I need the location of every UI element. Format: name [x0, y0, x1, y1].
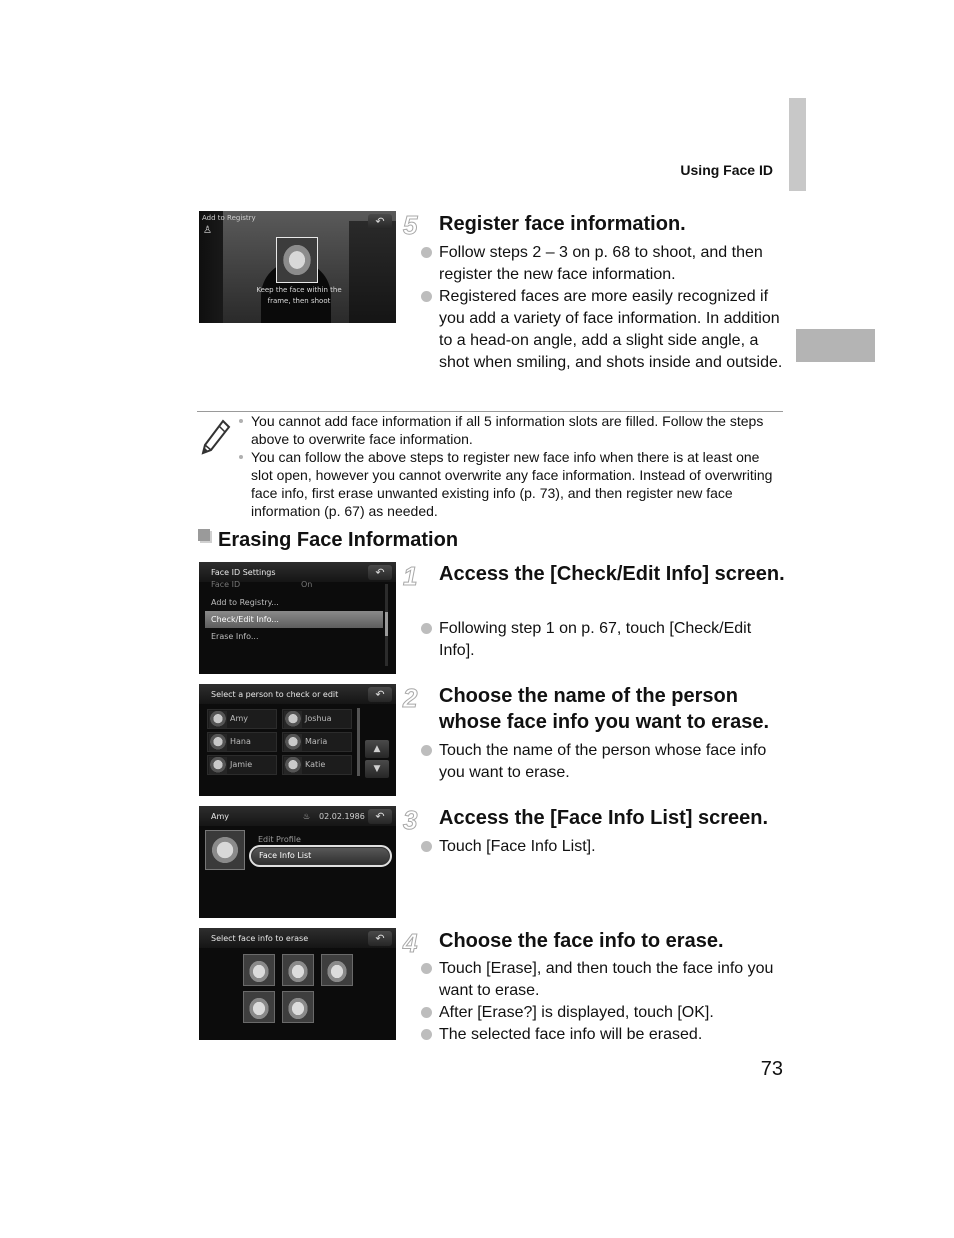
person-name: Hana	[230, 737, 251, 746]
person-thumbnail	[209, 734, 227, 751]
hint-text	[239, 285, 359, 307]
person-name: Jamie	[230, 760, 253, 769]
back-button[interactable]: ↶	[368, 931, 392, 946]
face-info-thumbnail[interactable]	[282, 954, 314, 986]
step-number-4: 4	[403, 928, 418, 958]
step-3-title: Access the [Face Info List] screen.	[439, 807, 769, 829]
person-thumbnail	[284, 734, 302, 751]
step-number-3: 3	[403, 805, 418, 835]
face-info-thumbnail[interactable]	[243, 954, 275, 986]
bullet-item: Registered faces are more easily recognized if you add a variety of face information. In addition to a head-on angle, add a slight side angle, a shot when smiling, and shots inside and outside.	[420, 286, 785, 374]
back-button[interactable]: ↶	[368, 687, 392, 702]
scroll-down-button[interactable]: ▼	[365, 760, 389, 778]
note-item: You can follow the above steps to register new face info when there is at least one slot open, however you cannot overwrite any face information. Instead of overwriting face info, first erase unwanted existing info (p. 73), and then register new face information (p. 67) as needed.	[237, 448, 779, 520]
screen-title: Face ID Settings	[211, 568, 276, 577]
person-item-jamie[interactable]	[207, 755, 277, 775]
menu-item-partial[interactable]	[205, 579, 383, 591]
screen-person-profile	[199, 806, 396, 918]
person-add-icon: ♙	[203, 225, 212, 236]
person-thumbnail	[209, 711, 227, 728]
step-1-title: Access the [Check/Edit Info] screen.	[439, 563, 785, 585]
person-item-joshua[interactable]	[282, 709, 352, 729]
step-1-bullets	[420, 618, 785, 662]
hint-line-1: Keep the face within the	[256, 286, 342, 294]
back-button[interactable]: ↶	[368, 214, 392, 229]
pencil-icon	[199, 418, 231, 456]
chapter-side-tab	[796, 329, 875, 362]
menu-item-label: Face ID	[211, 580, 241, 589]
step-number-5: 5	[403, 210, 418, 240]
running-header: Using Face ID	[680, 162, 773, 178]
section-title: Erasing Face Information	[218, 529, 459, 551]
hint-line-2: frame, then shoot	[267, 297, 331, 305]
person-name: Joshua	[305, 714, 332, 723]
step-number-1: 1	[403, 561, 418, 591]
screen-title: Select a person to check or edit	[211, 690, 339, 699]
header-tab-bar	[789, 98, 806, 191]
person-thumbnail	[209, 757, 227, 774]
menu-item-add-to-registry[interactable]: Add to Registry...	[211, 598, 279, 607]
step-4-bullets	[420, 958, 785, 1046]
step-2-title: Choose the name of the person whose face info you want to erase.	[439, 685, 770, 733]
cake-icon: ♨	[303, 812, 311, 821]
birthday-date: 02.02.1986	[319, 812, 365, 821]
screen-title: Add to Registry	[202, 214, 256, 222]
step-4-title: Choose the face info to erase.	[439, 930, 724, 952]
person-item-hana[interactable]	[207, 732, 277, 752]
menu-item-value: On	[301, 580, 313, 589]
person-item-maria[interactable]	[282, 732, 352, 752]
note-list	[237, 412, 779, 520]
note-item: You cannot add face information if all 5 information slots are filled. Follow the steps above to overwrite face information.	[237, 412, 779, 448]
person-name: Maria	[305, 737, 328, 746]
profile-photo	[205, 830, 245, 870]
screen-select-face-info	[199, 928, 396, 1040]
person-thumbnail	[284, 757, 302, 774]
menu-item-erase-info[interactable]: Erase Info...	[211, 632, 259, 641]
face-info-list-option[interactable]: Face Info List	[249, 845, 392, 867]
step-2-bullets	[420, 740, 785, 784]
bullet-item: Touch [Erase], and then touch the face info you want to erase.	[420, 958, 785, 1002]
menu-item-check-edit-info[interactable]: Check/Edit Info...	[205, 611, 383, 628]
screen-title: Select face info to erase	[211, 934, 309, 943]
bullet-item: After [Erase?] is displayed, touch [OK].	[420, 1002, 785, 1024]
person-name: Amy	[230, 714, 248, 723]
section-square-icon	[198, 529, 210, 541]
face-info-thumbnail[interactable]	[243, 991, 275, 1023]
bullet-item: Touch [Face Info List].	[420, 836, 785, 858]
step-5-bullets	[420, 242, 785, 374]
bullet-item: Follow steps 2 – 3 on p. 68 to shoot, and then register the new face information.	[420, 242, 785, 286]
back-button[interactable]: ↶	[368, 809, 392, 824]
screen-select-person	[199, 684, 396, 796]
screen-add-to-registry	[199, 211, 396, 323]
face-info-thumbnail[interactable]	[282, 991, 314, 1023]
person-name: Katie	[305, 760, 326, 769]
back-button[interactable]: ↶	[368, 565, 392, 580]
background-wall	[349, 221, 396, 323]
bullet-item: The selected face info will be erased.	[420, 1024, 785, 1046]
person-name: Amy	[211, 812, 229, 821]
face-info-thumbnail[interactable]	[321, 954, 353, 986]
scroll-up-button[interactable]: ▲	[365, 740, 389, 758]
person-item-amy[interactable]	[207, 709, 277, 729]
screen-face-id-settings	[199, 562, 396, 674]
edit-profile-option[interactable]: Edit Profile	[258, 835, 301, 844]
scrollbar-thumb[interactable]	[385, 612, 388, 636]
bullet-item: Touch the name of the person whose face info you want to erase.	[420, 740, 785, 784]
step-number-2: 2	[403, 683, 418, 713]
person-item-katie[interactable]	[282, 755, 352, 775]
step-3-bullets	[420, 836, 785, 858]
page-number: 73	[760, 1058, 783, 1080]
bullet-item: Following step 1 on p. 67, touch [Check/Edit Info].	[420, 618, 785, 662]
face-frame	[276, 237, 318, 283]
scrollbar[interactable]	[357, 708, 360, 776]
step-5-title: Register face information.	[439, 213, 686, 235]
person-thumbnail	[284, 711, 302, 728]
